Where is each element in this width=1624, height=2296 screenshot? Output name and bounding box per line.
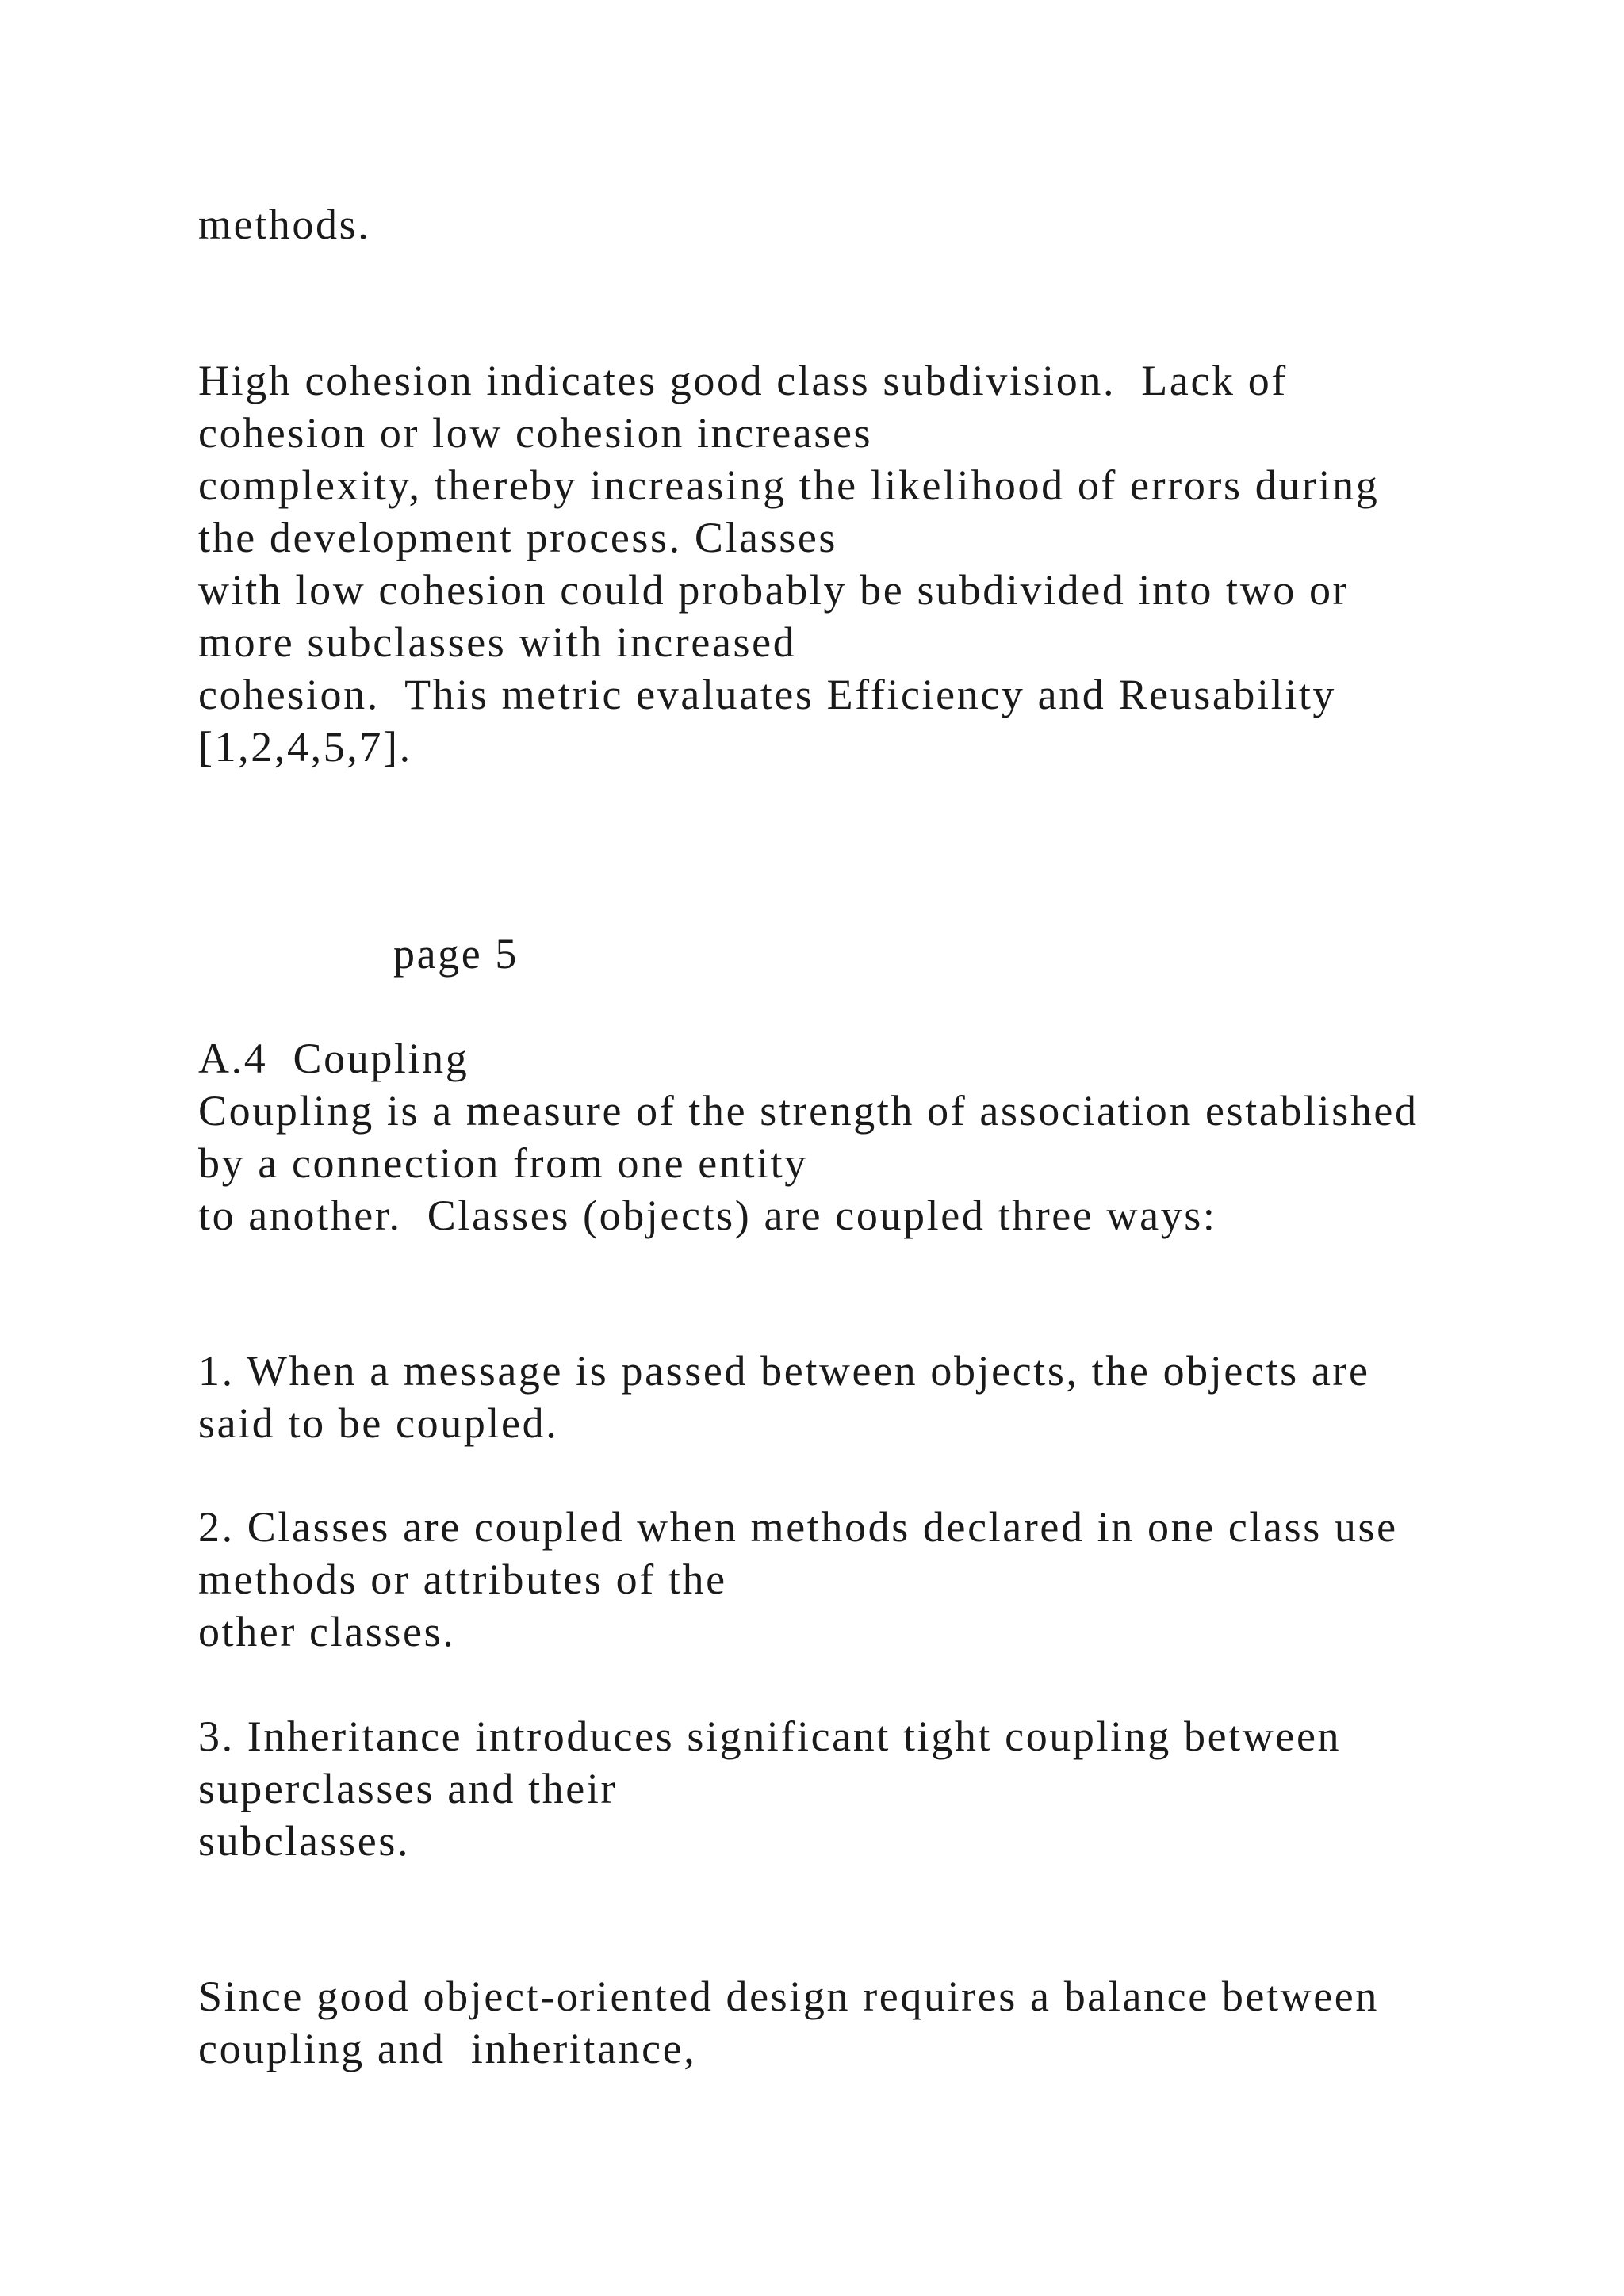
text-line: coupling and inheritance, [198, 2025, 697, 2072]
text-line: the development process. Classes [198, 514, 838, 561]
text-line: more subclasses with increased [198, 618, 797, 666]
text-line: methods or attributes of the [198, 1556, 727, 1603]
text-line: to another. Classes (objects) are coupled three ways: [198, 1192, 1217, 1239]
list-item: 1. When a message is passed between objects, the objects are [198, 1347, 1370, 1395]
text-line: superclasses and their [198, 1765, 618, 1812]
text-line: subclasses. [198, 1817, 411, 1865]
list-item: 2. Classes are coupled when methods declared in one class use [198, 1503, 1398, 1551]
text-line: cohesion. This metric evaluates Efficiency and Reusability [198, 671, 1337, 718]
text-line: by a connection from one entity [198, 1139, 808, 1187]
text-line: cohesion or low cohesion increases [198, 409, 873, 457]
text-line: said to be coupled. [198, 1399, 559, 1447]
list-item: 3. Inheritance introduces significant tight coupling between [198, 1712, 1342, 1760]
text-line: Since good object-oriented design requires a balance between [198, 1973, 1379, 2020]
text-line: with low cohesion could probably be subdivided into two or [198, 566, 1350, 614]
text-line: methods. [198, 201, 371, 248]
section-heading: A.4 Coupling [198, 1035, 469, 1082]
text-line: [1,2,4,5,7]. [198, 723, 412, 771]
text-line: complexity, thereby increasing the likelihood of errors during [198, 461, 1380, 509]
page-number: page 5 [393, 930, 519, 978]
text-line: other classes. [198, 1608, 456, 1655]
text-line: Coupling is a measure of the strength of association established [198, 1087, 1419, 1135]
text-line: High cohesion indicates good class subdivision. Lack of [198, 357, 1288, 404]
